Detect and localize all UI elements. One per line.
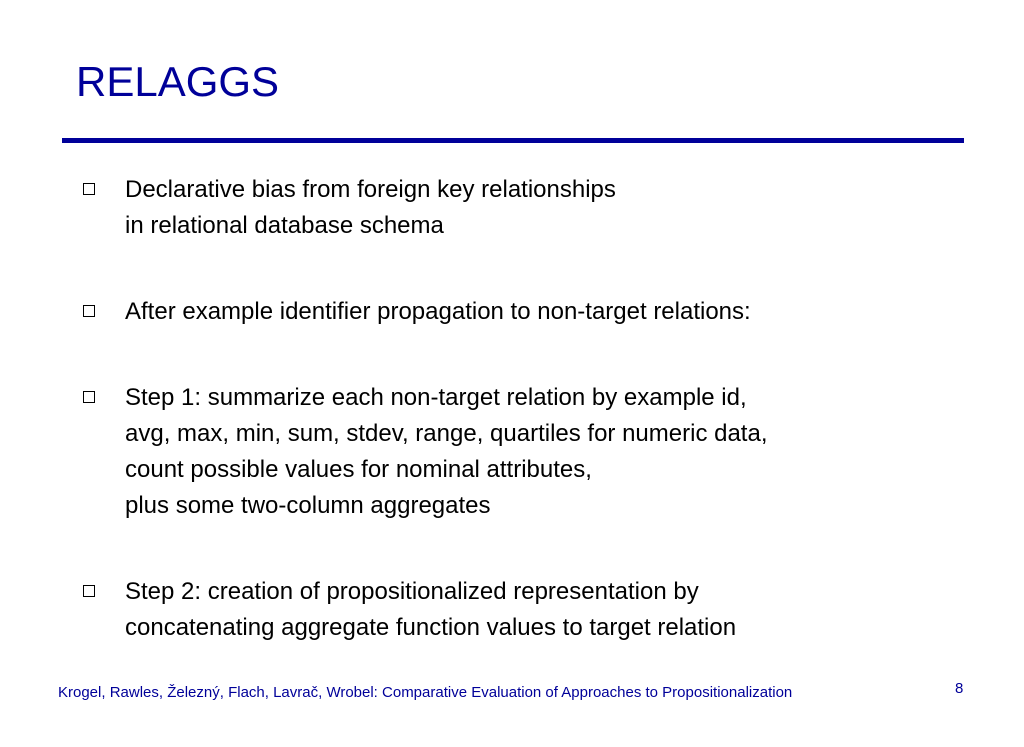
title-divider <box>62 138 964 143</box>
hollow-square-bullet-icon <box>83 305 95 317</box>
hollow-square-bullet-icon <box>83 585 95 597</box>
hollow-square-bullet-icon <box>83 183 95 195</box>
bullet-list <box>70 172 970 646</box>
bullet-text-line: plus some two-column aggregates <box>125 492 491 519</box>
bullet-item-step-2 <box>70 574 970 646</box>
page-number: 8 <box>955 680 964 697</box>
bullet-text-line: concatenating aggregate function values to target relation <box>125 614 737 641</box>
bullet-text-line: Step 2: creation of propositionalized representation by <box>125 578 699 605</box>
bullet-text-line: Declarative bias from foreign key relationships <box>125 176 616 203</box>
footer-citation: Krogel, Rawles, Železný, Flach, Lavrač, Wrobel: Comparative Evaluation of Approaches to Propositionalization <box>58 684 793 701</box>
bullet-item-foreign-key-bias <box>70 172 970 244</box>
bullet-text-line: After example identifier propagation to non-target relations: <box>125 298 751 325</box>
bullet-text-line: count possible values for nominal attributes, <box>125 456 592 483</box>
bullet-text-line: avg, max, min, sum, stdev, range, quartiles for numeric data, <box>125 420 768 447</box>
slide-title: RELAGGS <box>76 58 280 105</box>
hollow-square-bullet-icon <box>83 391 95 403</box>
bullet-text-line: Step 1: summarize each non-target relation by example id, <box>125 384 747 411</box>
bullet-item-step-1 <box>70 380 970 524</box>
bullet-text-line: in relational database schema <box>125 212 444 239</box>
bullet-item-identifier-propagation <box>70 294 970 330</box>
